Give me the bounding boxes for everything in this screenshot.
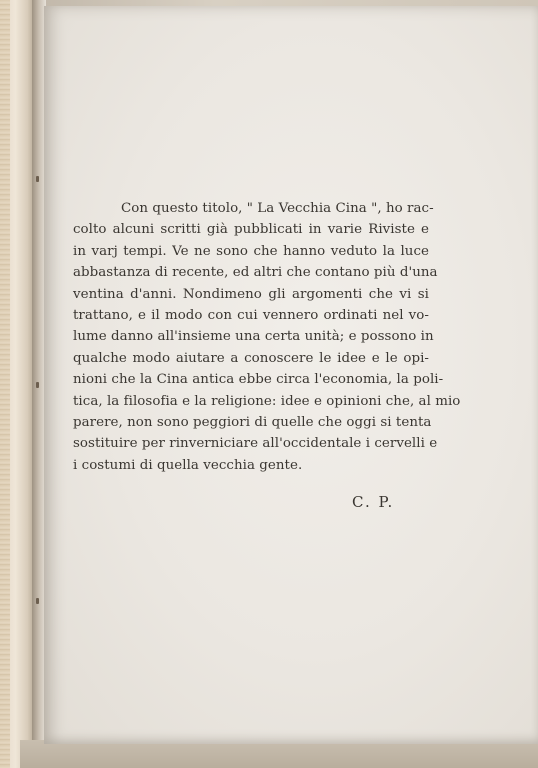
- paragraph-line: lume danno all'insieme una certa unità; e possono in: [73, 329, 434, 345]
- paragraph-line: i costumi di quella vecchia gente.: [73, 457, 303, 473]
- paragraph-line: qualche modo aiutare a conoscere le idee e le opi-: [73, 350, 429, 366]
- paragraph-line: sostituire per rinverniciare all'occidentale i cervelli e: [73, 436, 438, 452]
- page-stack-bottom: [20, 740, 538, 768]
- page-edges: [0, 0, 10, 768]
- binding-thread-mark: [36, 382, 39, 388]
- author-initials: C. P.: [352, 493, 395, 511]
- paragraph-line: trattano, e il modo con cui vennero ordinati nel vo-: [73, 307, 429, 323]
- paragraph-line: in varj tempi. Ve ne sono che hanno veduto la luce: [73, 243, 429, 259]
- paragraph-line: tica, la filosofia e la religione: idee e opinioni che, al mio: [73, 393, 461, 409]
- binding-thread-mark: [36, 176, 39, 182]
- paragraph-line: colto alcuni scritti già pubblicati in varie Riviste e: [73, 222, 429, 238]
- paragraph-line: Con questo titolo, " La Vecchia Cina ", ho rac-: [121, 201, 434, 216]
- preface-paragraph: [73, 198, 461, 476]
- paragraph-line: parere, non sono peggiori di quelle che oggi si tenta: [73, 414, 432, 430]
- binding-thread-mark: [36, 598, 39, 604]
- paragraph-line: ventina d'anni. Nondimeno gli argomenti che vi si: [73, 286, 429, 302]
- paragraph-line: abbastanza di recente, ed altri che contano più d'una: [73, 265, 438, 281]
- paragraph-line: nioni che la Cina antica ebbe circa l'economia, la poli-: [73, 372, 444, 388]
